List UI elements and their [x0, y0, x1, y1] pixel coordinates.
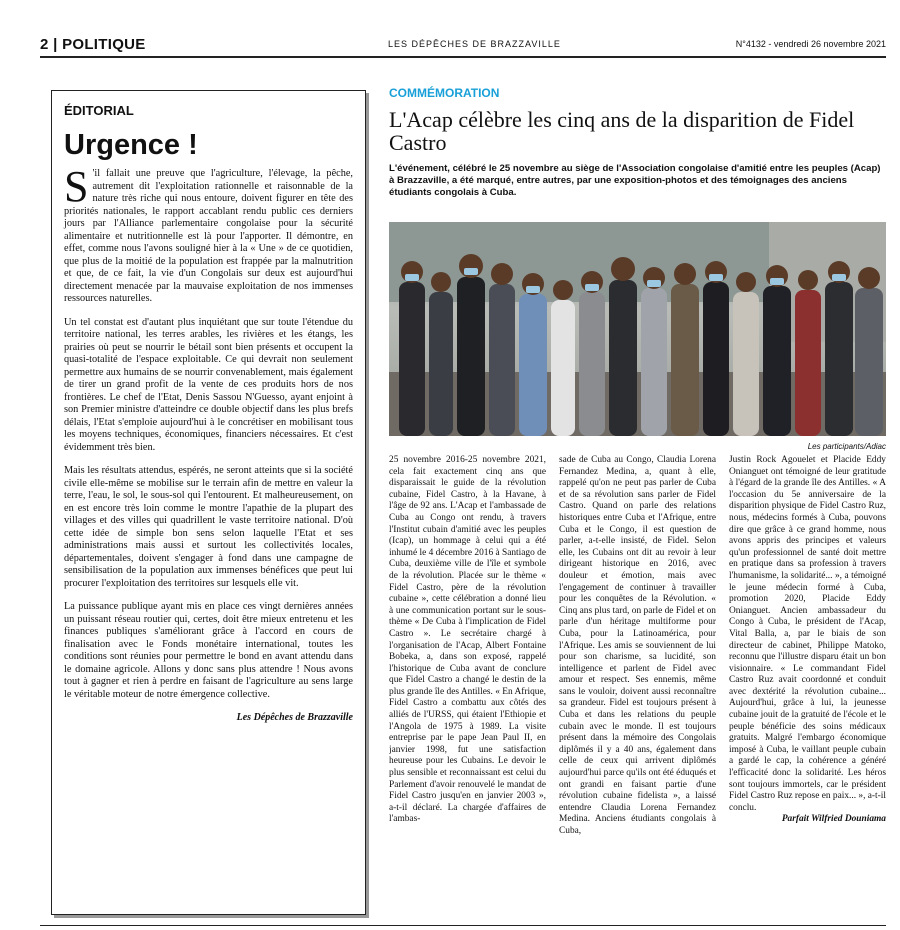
article-headline: L'Acap célèbre les cinq ans de la disparition de Fidel Castro: [389, 107, 855, 155]
issue-date: N°4132 - vendredi 26 novembre 2021: [735, 39, 886, 49]
photo-illustration: [389, 222, 886, 436]
bottom-rule: [40, 925, 886, 926]
article-column-2: sade de Cuba au Congo, Claudia Lorena Fernandez Medina, a, quant à elle, rappelé qu'on ne peut pas parler de Cuba et de sa révolution sans parler de Fidel Castro. Quand on parle des relations historiques entre Cuba et l'Afrique, entre Cuba et le Congo, il est question de parler, a-t-elle insisté, de Fidel. Selon elle, les Cubains ont dit au revoir à leur dirigeant historique en 2016, avec douleur et émotion, mais avec l'engagement de continuer à travailler pour les conquêtes de la Révolution. « Cinq ans plus tard, on parle de Fidel et on parle d'un héritage multiforme pour Cuba, pour la Latinoamérica, pour l'Afrique. Les amis se souviennent de lui pour son charisme, sa lucidité, son intelligence et parlent de Fidel avec amour et respect. Ses ennemis, même sans le vouloir, doivent aussi reconnaître sa grandeur. Fidel est toujours présent à Cuba et dans les relations du peuple cubain avec le monde. Il est toujours présent dans la mémoire des Congolais diplômés il y a 40 ans, également dans celle de ceux qui arrivent diplômés aujourd'hui parce qu'ils ont été éduqués et ont grandi en faisant partie d'une révolution cubaine fidelista », a laissé entendre Claudia Lorena Fernandez Medina. Anciens étudiants congolais à Cuba,: [559, 455, 716, 836]
article-signature: Parfait Wilfried Douniama: [781, 814, 886, 825]
article-header: [389, 86, 886, 199]
article-lead: L'événement, célébré le 25 novembre au siège de l'Association congolaise d'amitié entre les peuples (Acap) à Brazzaville, a été marqué, entre autres, par une exposition-photos et des témoignages des anciens étudiants congolais à Cuba.: [389, 163, 881, 198]
editorial-paragraph: Un tel constat est d'autant plus inquiétant que sur toute l'étendue du territoire national, les terres arables, les rivières et les étangs, les prairies où peut se nourrir le bétail sont bien présents et occupent la quasi-totalité de l'espace exploitable. Ce qui devrait non seulement permettre aux humains de se nourrir convenablement, mais également de tirer un grand profit de la vente de ces produits hors de nos frontières. Le chef de l'Etat, Denis Sassou N'Guesso, ayant enjoint à son Premier ministre d'atteindre ce double objectif dans les plus brefs délais, l'Etat s'emploie aujourd'hui à le concrétiser en mobilisant tous les moyens techniques, économiques, financiers nécessaires. Et c'est évidemment très bien.: [64, 316, 353, 453]
editorial-title: Urgence !: [64, 129, 198, 161]
article-body: [389, 455, 886, 915]
editorial-signature: Les Dépêches de Brazzaville: [236, 712, 353, 723]
dropcap: S: [64, 162, 89, 211]
photo-caption: Les participants/Adiac: [807, 442, 886, 451]
article-column-3: Justin Rock Agouelet et Placide Eddy Onianguet ont témoigné de leur gratitude à l'égard de la grande île des Antilles. « A l'occasion du 5e anniversaire de la disparition physique de Fidel Castro Ruz, nous, médecins formés à Cuba, pouvons dire que grâce à ce grand homme, nous avons appris des principes et valeurs qu'un professionnel de santé doit mettre en pratique dans sa profession à travers l'humanisme, la solidarité... », a témoigné le jeune médecin formé à Cuba, promotion 2020, Placide Eddy Onianguet. Ancien ambassadeur du Congo à Cuba, le président de l'Acap, Vital Balla, a, par le biais de son directeur de cabinet, Philippe Matoko, reconnu que l'illustre disparu était un bon visionnaire. « Le commandant Fidel Castro Ruz avait coordonné et conduit avec dextérité la révolution cubaine... Aujourd'hui, grâce à lui, la jeunesse cubaine jouit de la gratuité de l'école et le peuple bénéficie des soins médicaux gratuits. Malgré l'embargo économique imposé à Cuba, le vaillant peuple cubain a gardé le cap, la cohérence a généré l'efficacité donc la solidarité. Les héros sont toujours immortels, car le président Fidel Castro Ruz repose en paix... », a-t-il conclu. Parfait Wilfried Douniama: [729, 455, 886, 825]
editorial-body: [64, 162, 353, 701]
newspaper-name: LES DÉPÊCHES DE BRAZZAVILLE: [388, 39, 561, 49]
article-column-1: 25 novembre 2016-25 novembre 2021, cela fait exactement cinq ans que disparaissait le guide de la révolution cubaine, Fidel Castro, à la Havane, à l'âge de 92 ans. L'Acap et l'ambassade de Cuba au Congo ont rendu, à travers l'Institut cubain d'amitié avec les peuples (Icap), un hommage à celui qui a été inhumé le 4 décembre 2016 à Santiago de Cuba, deuxième ville de l'île et symbole de la révolution. Placée sur le thème « Fidel Castro, père de la révolution cubaine », cette célébration a donné lieu à une communication portant sur le sous-thème « De Cuba à l'implication de Fidel Castro ». Le secrétaire chargé à l'organisation de l'Acap, Albert Fontaine Bobeka, a, dans son exposé, rappelé l'historique de Cuba avant de conclure que Fidel Castro a changé le destin de la plus grande île des Antilles. « En Afrique, Fidel Castro a combattu aux côtés des alliés de l'URSS, qui étaient l'Ethiopie et l'Angola de 1975 à 1989. La visite entreprise par le pape Jean Paul II, en janvier 1998, fut une satisfaction heureuse pour les Cubains. Le devoir le plus sensible et reconnaissant est celui du Parlement d'avoir renouvelé le mandat de Fidel Castro jusqu'en en janvier 2003 », a-t-il déclaré. La chargée d'affaires de l'ambas-: [389, 455, 546, 825]
group-photo: [389, 222, 886, 436]
article-kicker: COMMÉMORATION: [389, 86, 500, 100]
editorial-box: [51, 90, 366, 915]
section-label: 2 | POLITIQUE: [40, 36, 146, 53]
editorial-kicker: ÉDITORIAL: [64, 103, 134, 118]
editorial-paragraph: Mais les résultats attendus, espérés, ne seront atteints que si la société civile elle-même se mobilise sur le terrain afin de mettre en valeur la terre, l'eau, le sol, le sous-sol qui l'entourent. Et malheureusement, on en est encore très loin comme le montre l'apathie de la plupart des villages et des villes qui quadrillent le vaste territoire national. D'où cette idée de simple bon sens selon laquelle l'Etat et ses administrations mais aussi et surtout les collectivités locales, départementales, doivent s'engager à fond dans une campagne de sensibilisation de la population aux immenses bénéfices que peut lui procurer l'exploitation des territoires sur lesquels elle vit.: [64, 465, 353, 589]
editorial-paragraph: La puissance publique ayant mis en place ces vingt dernières années un puissant réseau routier qui, certes, doit être mieux entretenu et les finances publiques s'améliorant grâce à l'accord en cours de finalisation avec le Fonds monétaire international, toutes les conditions sont réunies pour permettre le bond en avant attendu dans le domaine agricole. Allons y donc sans plus attendre ! Nous avons tout à gagner et rien à perdre en faisant de l'agriculture au sens large le véritable moteur de notre émergence collective.: [64, 601, 353, 700]
editorial-paragraph: S 'il fallait une preuve que l'agriculture, l'élevage, la pêche, autrement dit l'exploitation rationnelle et raisonnable de la nature très riche qui nous entoure, doivent figurer en tête des priorités nationales, le rapport accablant rendu public ces derniers jours par l'Alliance parlementaire congolaise pour la sécurité alimentaire et nutritionnelle est là pour l'apporter. Il démontre, en effet, comme nous l'avons souligné hier à la « Une » de ce quotidien, que plus de la moitié de la population est frappée par la malnutrition et que, de ce fait, la vie d'un Congolais sur deux est aujourd'hui directement menacée par la mauvaise exploitation de nos immenses ressources naturelles.: [64, 162, 353, 304]
page-header: [40, 36, 886, 58]
